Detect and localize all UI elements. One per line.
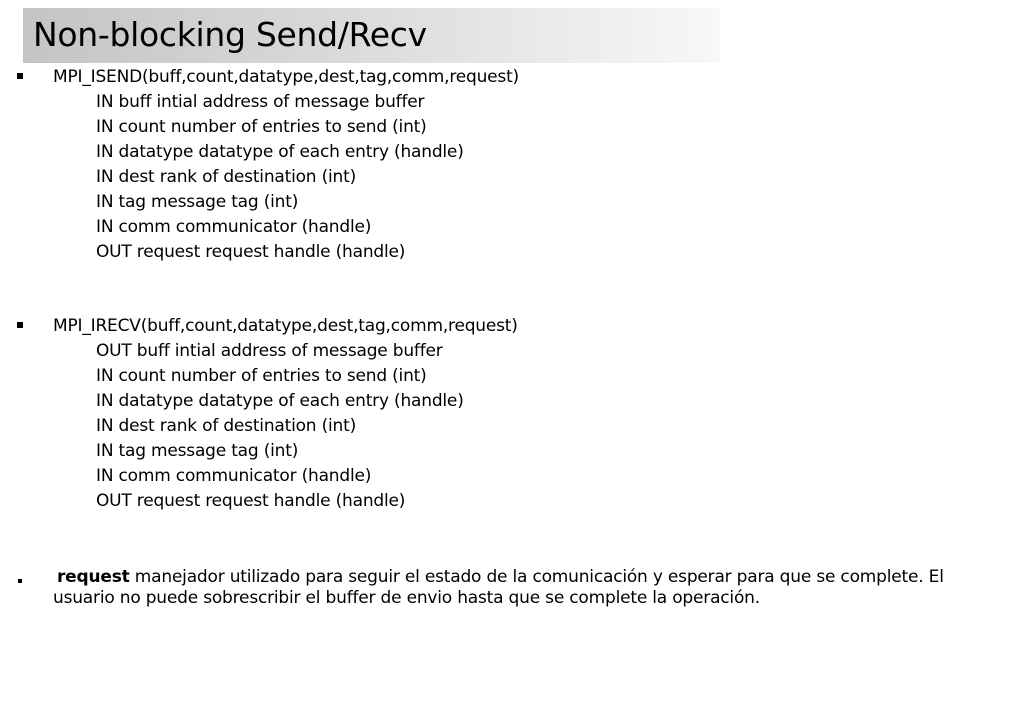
isend-bullet-icon — [17, 73, 23, 79]
isend-param: IN count number of entries to send (int) — [96, 117, 427, 137]
isend-param: IN comm communicator (handle) — [96, 217, 372, 237]
irecv-param: IN tag message tag (int) — [96, 441, 299, 461]
irecv-param: OUT request request handle (handle) — [96, 491, 406, 511]
isend-param: IN dest rank of destination (int) — [96, 167, 357, 187]
irecv-param: IN datatype datatype of each entry (handle) — [96, 391, 464, 411]
request-description: manejador utilizado para seguir el estado de la comunicación y esperar para que se complete. El usuario no puede sobrescribir el buffer de envio hasta que se complete la operación. — [53, 567, 944, 608]
page-title: Non-blocking Send/Recv — [33, 15, 427, 54]
isend-signature: MPI_ISEND(buff,count,datatype,dest,tag,comm,request) — [53, 67, 519, 87]
isend-param: IN tag message tag (int) — [96, 192, 299, 212]
irecv-param: IN comm communicator (handle) — [96, 466, 372, 486]
isend-param: IN datatype datatype of each entry (handle) — [96, 142, 464, 162]
request-term: request — [57, 567, 130, 587]
irecv-param: OUT buff intial address of message buffer — [96, 341, 443, 361]
note-bullet-icon — [18, 579, 22, 583]
irecv-signature: MPI_IRECV(buff,count,datatype,dest,tag,comm,request) — [53, 316, 518, 336]
isend-param: OUT request request handle (handle) — [96, 242, 406, 262]
irecv-bullet-icon — [17, 322, 23, 328]
request-note — [53, 567, 1003, 609]
title-bar — [23, 8, 720, 63]
irecv-param: IN count number of entries to send (int) — [96, 366, 427, 386]
isend-param: IN buff intial address of message buffer — [96, 92, 425, 112]
irecv-param: IN dest rank of destination (int) — [96, 416, 357, 436]
